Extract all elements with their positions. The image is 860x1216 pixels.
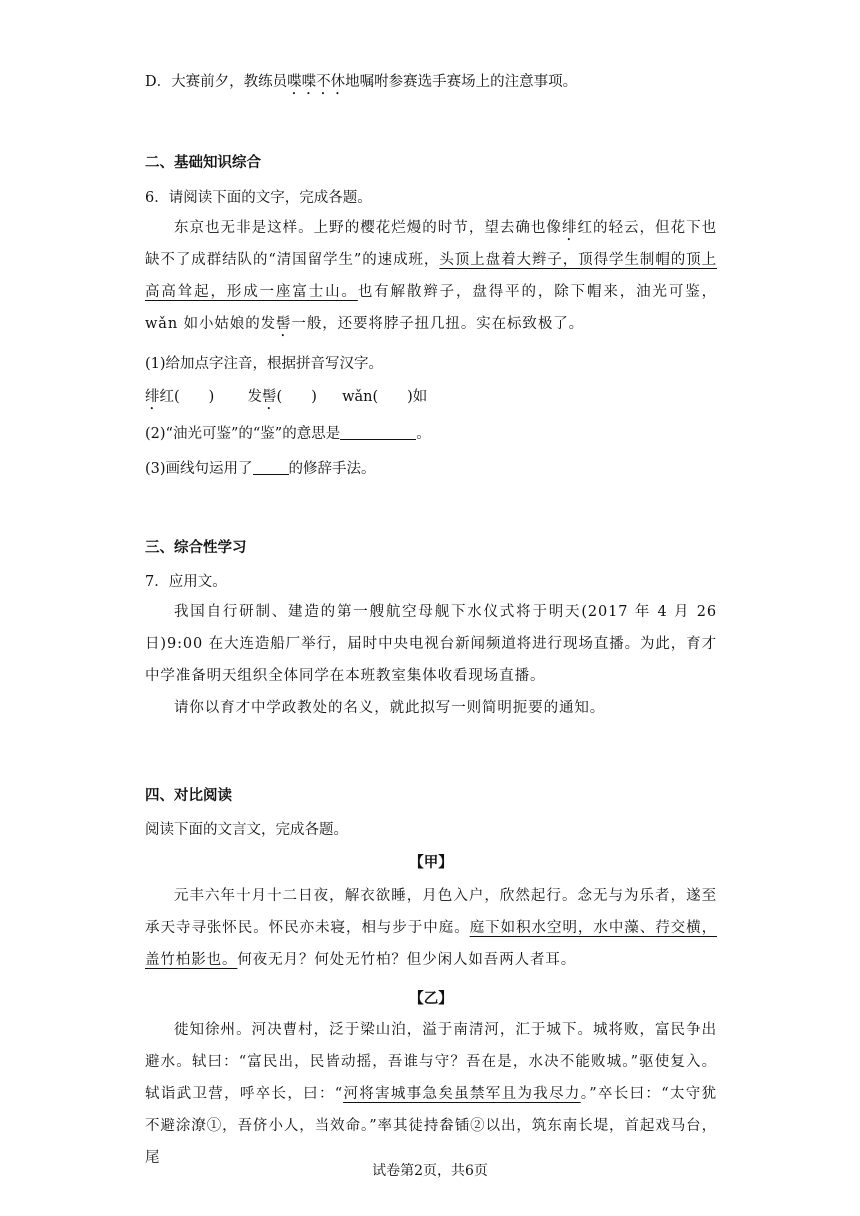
passage-yi-title: 【乙】	[409, 990, 453, 1007]
item-2-dotted-char: 髻	[262, 389, 277, 405]
sub-question-3-text: (3)画线句运用了	[145, 461, 253, 477]
passage-jia	[145, 880, 717, 976]
underlined-sentence: 庭下如积水空明，水中藻、荇交横，盖竹柏影也。	[145, 920, 717, 968]
dotted-word: 喋喋不休	[287, 74, 346, 90]
passage-yi	[145, 1014, 717, 1174]
sub-question-1: (1)给加点字注音，根据拼音写汉字。	[145, 356, 384, 372]
question-5-option-d	[145, 70, 577, 98]
question-6-passage	[145, 212, 717, 340]
passage-text: 元丰六年十月十二日夜，解衣欲睡，月色入户，欣然起行。念无与为乐者，遂至承天寺寻张怀民。怀民亦未寝，相与步于中庭。	[145, 888, 717, 936]
sub-question-2-text: (2)“油光可鉴”的“鉴”的意思是	[145, 426, 341, 442]
dotted-char-ji: 髻	[276, 316, 292, 332]
item-2-blank: ( )	[276, 389, 317, 405]
passage-text: 。”卒长曰：“太守犹不避涂潦①，吾侪小人，当效命。”率其徒持畚锸②以出，筑东南长堤，首起戏马台，尾	[145, 1086, 717, 1166]
answer-blank[interactable]	[340, 425, 416, 440]
question-7-prompt: 请你以育才中学政教处的名义，就此拟写一则简明扼要的通知。	[174, 700, 606, 716]
passage-text: 红的轻云，但花下也缺不了成群结队的“清国留学生”的速成班，	[145, 220, 718, 268]
passage-text: 徙知徐州。河决曹村，泛于梁山泊，溢于南清河，汇于城下。城将败，富民争出避水。轼曰：“富民出，民皆动摇，吾谁与守？吾在是，水决不能败城。”驱使复入。轼诣武卫营，呼卒长，曰：“	[145, 1022, 717, 1102]
dotted-char-fei: 绯	[561, 220, 578, 236]
answer-blank[interactable]	[253, 460, 289, 475]
option-d-prefix: D．大赛前夕，教练员	[145, 74, 288, 90]
sub-question-2-end: 。	[416, 426, 431, 442]
item-1-blank: 红( )	[159, 389, 215, 405]
underlined-sentence: 河将害城事急矣虽禁军且为我尽力	[343, 1086, 581, 1102]
passage-text: 也有解散辫子，盘得平的，除下帽来，油光可鉴，wǎn 如小姑娘的发	[145, 284, 717, 332]
sub-question-2	[145, 422, 431, 443]
page-footer: 试卷第2页，共6页	[372, 1163, 488, 1179]
question-7-title: 7．应用文。	[145, 574, 227, 590]
item-2-prefix: 发	[247, 389, 263, 405]
sub-question-1-items	[145, 385, 427, 413]
passage-text: 何夜无月？何处无竹柏？但少闲人如吾两人者耳。	[237, 952, 577, 968]
question-6-title: 6．请阅读下面的文字，完成各题。	[145, 190, 372, 206]
sub-question-3-end: 的修辞手法。	[288, 461, 376, 477]
section-4-heading: 四、对比阅读	[145, 788, 232, 804]
passage-text: 一般，还要将脖子扭几扭。实在标致极了。	[291, 316, 585, 332]
item-1-dotted-char: 绯	[145, 389, 160, 405]
passage-jia-title: 【甲】	[409, 854, 453, 871]
question-7-passage: 我国自行研制、建造的第一艘航空母舰下水仪式将于明天(2017 年 4 月 26 日)9:00 在大连造船厂举行，届时中央电视台新闻频道将进行现场直播。为此，育才中学准备明天组织全体同学在本班教室集体收看现场直播。	[145, 604, 717, 684]
underlined-sentence: 头顶上盘着大辫子，顶得学生制帽的顶上高高耸起，形成一座富士山。	[145, 252, 718, 300]
item-3-pinyin: wǎn( )如	[342, 389, 428, 405]
passage-text: 东京也无非是这样。上野的樱花烂熳的时节，望去确也像	[174, 220, 562, 236]
section-2-heading: 二、基础知识综合	[145, 155, 261, 171]
option-d-suffix: 地嘱咐参赛选手赛场上的注意事项。	[345, 74, 578, 90]
section-3-heading: 三、综合性学习	[145, 540, 247, 556]
section-4-intro: 阅读下面的文言文，完成各题。	[145, 822, 348, 838]
sub-question-3	[145, 457, 376, 478]
